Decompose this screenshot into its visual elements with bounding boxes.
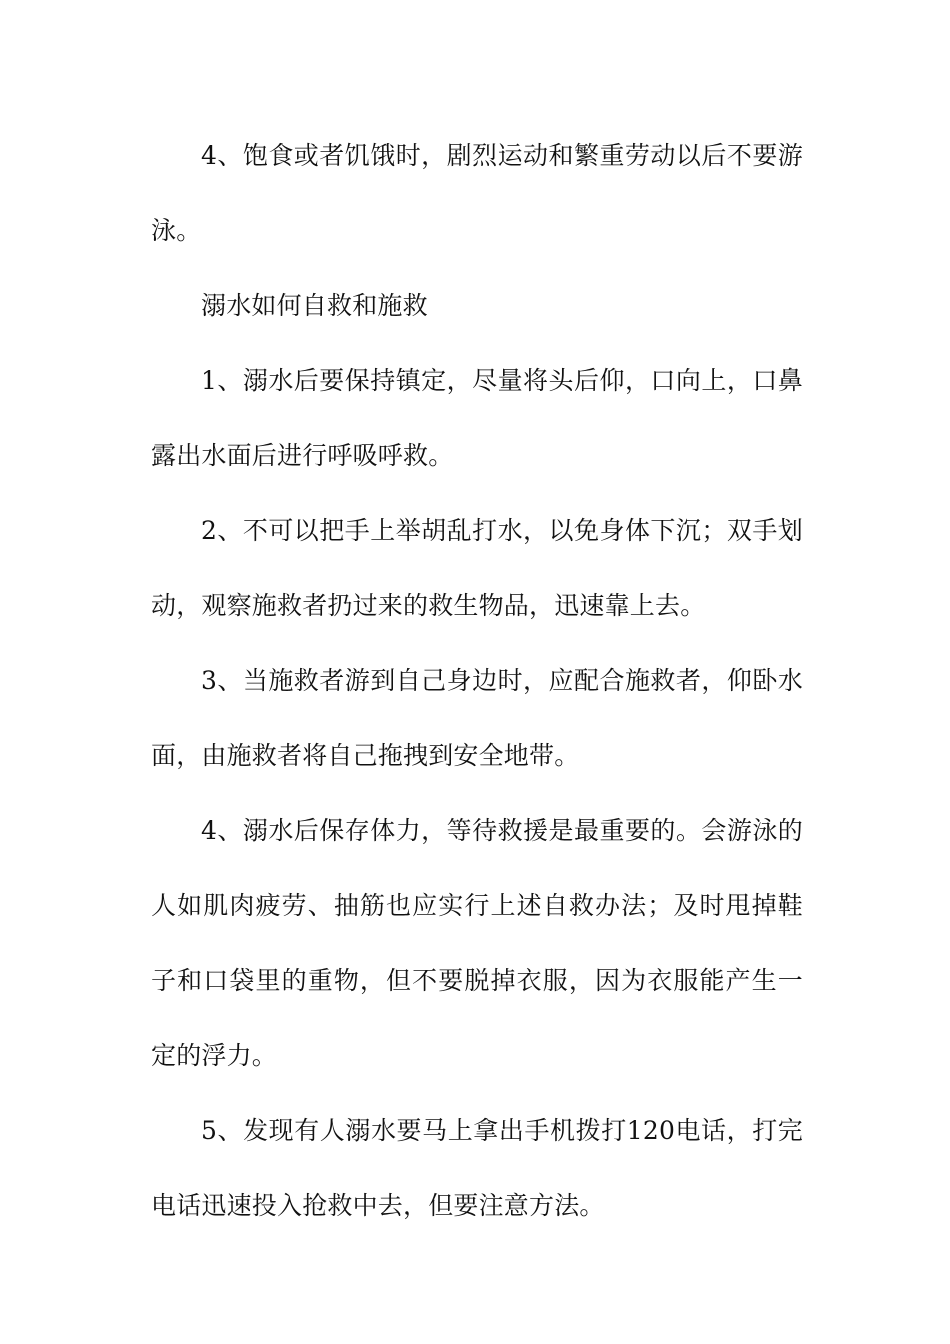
document-body — [151, 118, 803, 1243]
paragraph-meal-exercise-warning: 4、饱食或者饥饿时，剧烈运动和繁重劳动以后不要游泳。 — [151, 141, 803, 245]
paragraph-call-120: 5、发现有人溺水要马上拿出手机拨打120电话，打完电话迅速投入抢救中去，但要注意方法。 — [151, 1116, 803, 1220]
paragraph-stay-calm: 1、溺水后要保持镇定，尽量将头后仰，口向上，口鼻露出水面后进行呼吸呼救。 — [151, 366, 803, 470]
paragraph-no-flailing: 2、不可以把手上举胡乱打水，以免身体下沉；双手划动，观察施救者扔过来的救生物品，迅速靠上去。 — [151, 516, 803, 620]
section-heading-drowning-rescue: 溺水如何自救和施救 — [201, 291, 428, 320]
paragraph-conserve-energy: 4、溺水后保存体力，等待救援是最重要的。会游泳的人如肌肉疲劳、抽筋也应实行上述自救办法；及时甩掉鞋子和口袋里的重物，但不要脱掉衣服，因为衣服能产生一定的浮力。 — [151, 816, 803, 1070]
paragraph-cooperate-rescuer: 3、当施救者游到自己身边时，应配合施救者，仰卧水面，由施救者将自己拖拽到安全地带。 — [151, 666, 803, 770]
